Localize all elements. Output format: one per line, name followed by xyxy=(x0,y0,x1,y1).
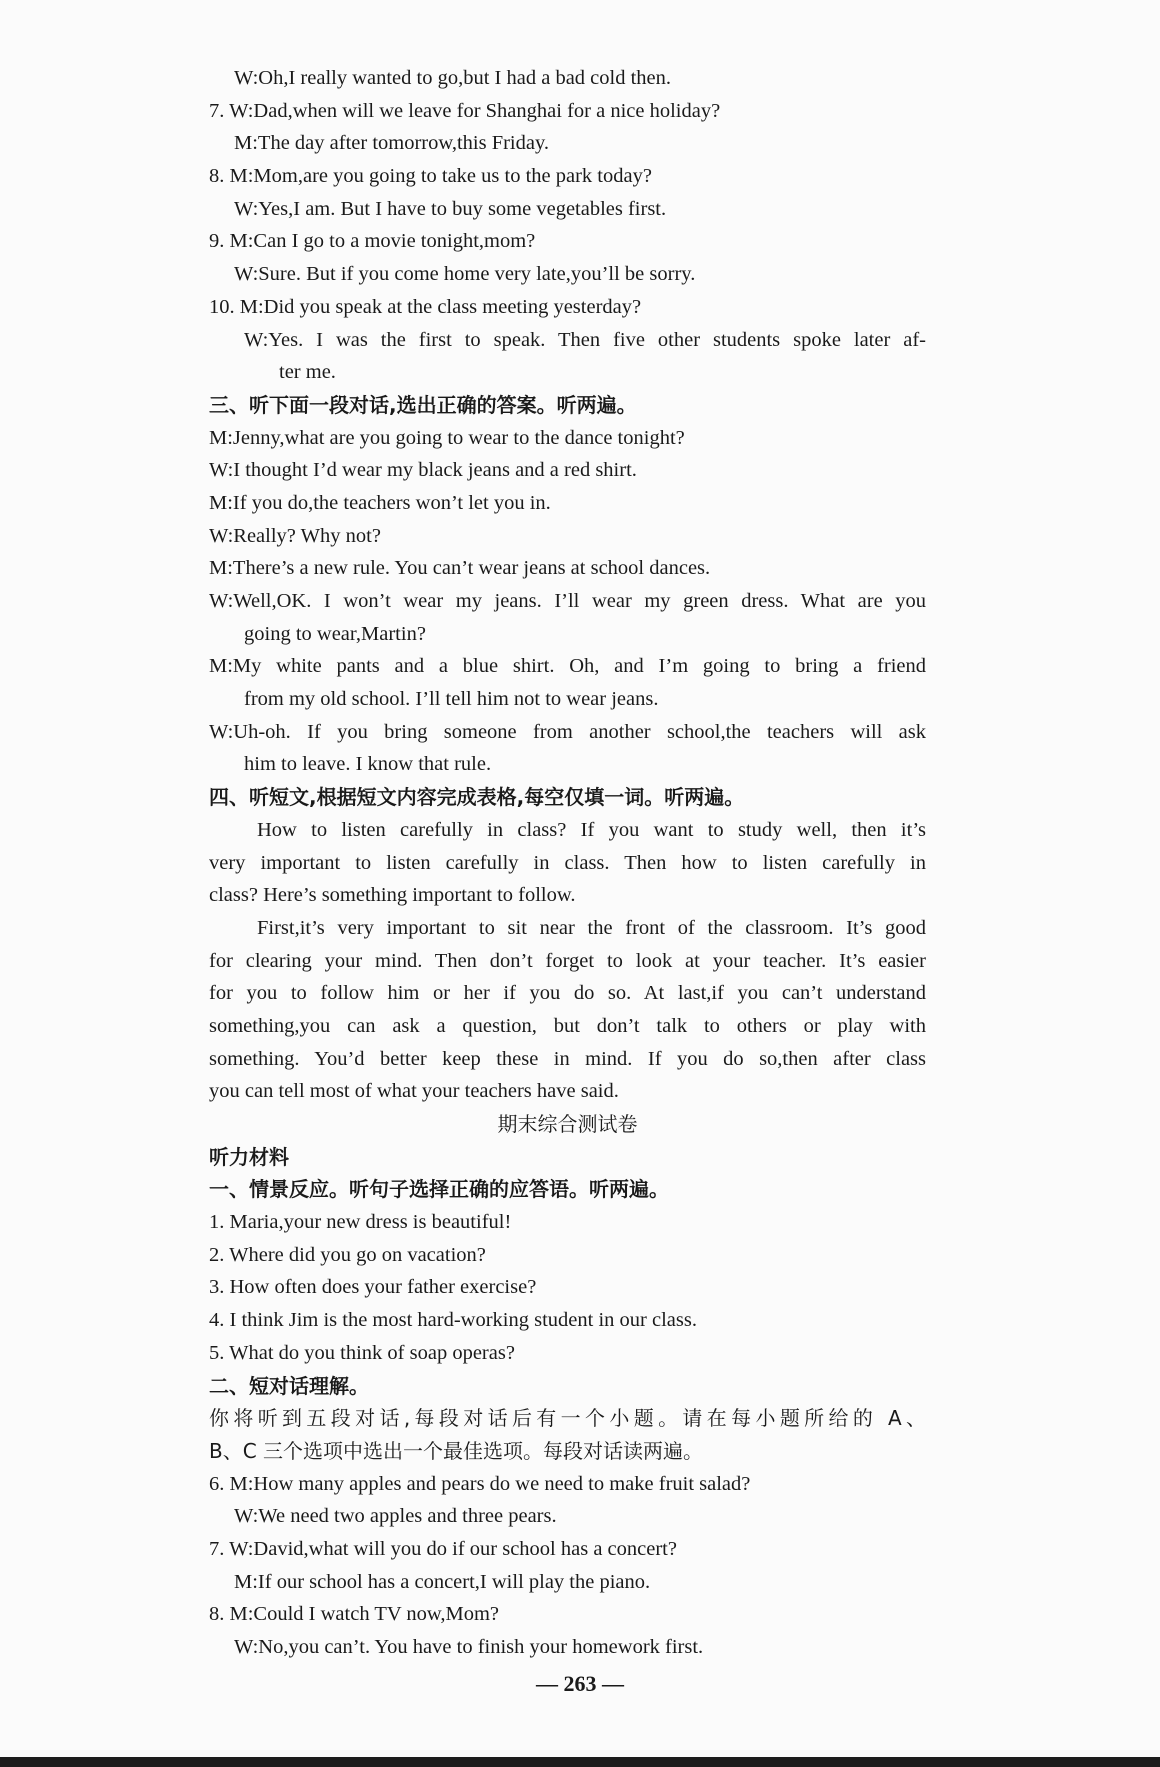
text-line: something,you can ask a question, but don’t talk to others or play with xyxy=(209,1014,926,1037)
text-line: class? Here’s something important to follow. xyxy=(209,884,576,907)
text-line: very important to listen carefully in class. Then how to listen carefully in xyxy=(209,851,926,874)
text-line: W:Uh-oh. If you bring someone from another school,the teachers will ask xyxy=(209,720,926,743)
text-line: 你将听到五段对话,每段对话后有一个小题。请在每小题所给的 A、 xyxy=(209,1406,926,1431)
text-line: M:Jenny,what are you going to wear to the dance tonight? xyxy=(209,426,685,449)
text-line: 8. M:Could I watch TV now,Mom? xyxy=(209,1603,500,1626)
section-heading: 四、听短文,根据短文内容完成表格,每空仅填一词。听两遍。 xyxy=(209,785,745,810)
section-heading: 二、短对话理解。 xyxy=(209,1373,369,1398)
text-line: First,it’s very important to sit near the front of the classroom. It’s good xyxy=(257,916,926,939)
exam-title: 期末综合测试卷 xyxy=(497,1112,638,1136)
page-number: — 263 — xyxy=(536,1671,624,1696)
text-line: W:Well,OK. I won’t wear my jeans. I’ll wear my green dress. What are you xyxy=(209,590,926,612)
text-line: How to listen carefully in class? If you want to study well, then it’s xyxy=(257,818,926,841)
text-line: W:Yes. I was the first to speak. Then five other students spoke later af- xyxy=(244,328,926,351)
text-line: 4. I think Jim is the most hard-working student in our class. xyxy=(209,1309,697,1332)
text-line: 9. M:Can I go to a movie tonight,mom? xyxy=(209,230,536,253)
text-line: W:We need two apples and three pears. xyxy=(234,1505,557,1528)
text-line: 5. What do you think of soap operas? xyxy=(209,1341,515,1364)
bottom-border xyxy=(0,1757,1160,1767)
text-line: something. You’d better keep these in mind. If you do so,then after class xyxy=(209,1047,926,1070)
section-heading: 三、听下面一段对话,选出正确的答案。听两遍。 xyxy=(209,392,637,417)
text-line: W:Oh,I really wanted to go,but I had a bad cold then. xyxy=(234,67,672,89)
text-line: M:My white pants and a blue shirt. Oh, and I’m going to bring a friend xyxy=(209,655,926,678)
subsection-title: 听力材料 xyxy=(209,1144,289,1169)
text-line: going to wear,Martin? xyxy=(244,622,426,645)
text-line: 2. Where did you go on vacation? xyxy=(209,1243,486,1266)
text-line: from my old school. I’ll tell him not to wear jeans. xyxy=(244,688,659,711)
text-line: M:If you do,the teachers won’t let you in. xyxy=(209,491,551,514)
text-line: 7. W:David,what will you do if our school has a concert? xyxy=(209,1537,677,1560)
text-line: W:No,you can’t. You have to finish your homework first. xyxy=(234,1636,704,1658)
text-line: 7. W:Dad,when will we leave for Shanghai for a nice holiday? xyxy=(209,99,721,122)
text-line: 1. Maria,your new dress is beautiful! xyxy=(209,1211,512,1234)
text-line: for clearing your mind. Then don’t forget to look at your teacher. It’s easier xyxy=(209,949,926,972)
text-line: ter me. xyxy=(279,361,336,384)
text-line: W:Really? Why not? xyxy=(209,524,381,547)
text-line: 10. M:Did you speak at the class meeting yesterday? xyxy=(209,295,642,318)
text-line: W:Yes,I am. But I have to buy some vegetables first. xyxy=(234,197,667,220)
section-heading: 一、情景反应。听句子选择正确的应答语。听两遍。 xyxy=(209,1177,669,1202)
text-line: him to leave. I know that rule. xyxy=(244,753,492,776)
text-line: 6. M:How many apples and pears do we need to make fruit salad? xyxy=(209,1472,751,1495)
text-line: for you to follow him or her if you do so. At last,if you can’t understand xyxy=(209,982,926,1005)
text-line: M:The day after tomorrow,this Friday. xyxy=(234,132,550,155)
text-line: W:I thought I’d wear my black jeans and a red shirt. xyxy=(209,459,637,482)
text-line: 3. How often does your father exercise? xyxy=(209,1276,537,1299)
page-content xyxy=(209,62,926,1664)
text-line: 8. M:Mom,are you going to take us to the park today? xyxy=(209,165,652,188)
text-line: you can tell most of what your teachers have said. xyxy=(209,1080,619,1103)
text-line: B、C 三个选项中选出一个最佳选项。每段对话读两遍。 xyxy=(209,1438,704,1463)
text-line: M:There’s a new rule. You can’t wear jeans at school dances. xyxy=(209,557,711,580)
text-line: W:Sure. But if you come home very late,you’ll be sorry. xyxy=(234,263,696,286)
text-line: M:If our school has a concert,I will play the piano. xyxy=(234,1570,651,1593)
